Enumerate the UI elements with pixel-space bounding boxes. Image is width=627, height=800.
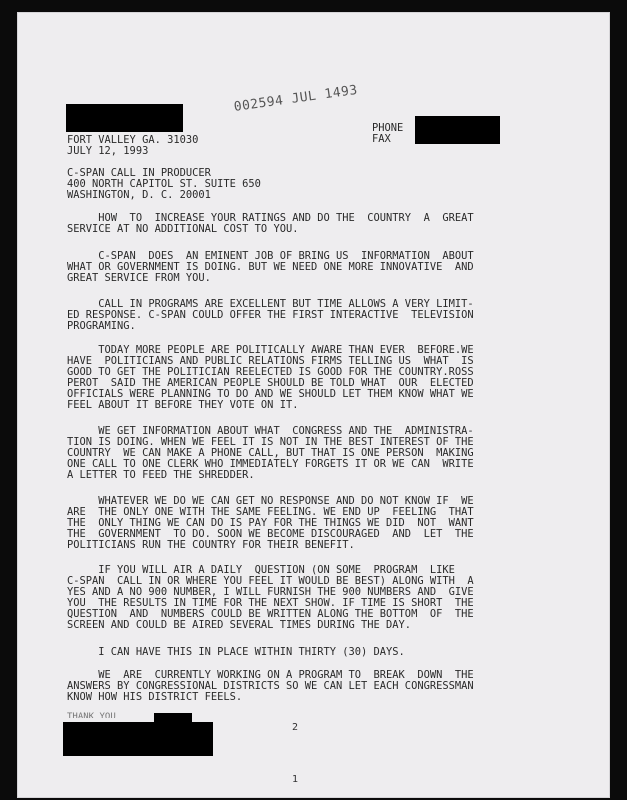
recipient-line-1: C-SPAN CALL IN PRODUCER: [67, 167, 211, 179]
body-line: GREAT SERVICE FROM YOU.: [67, 272, 211, 284]
body-line: ONE CALL TO ONE CLERK WHO IMMEDIATELY FORGETS IT OR WE CAN WRITE: [67, 458, 474, 470]
body-line: C-SPAN CALL IN OR WHERE YOU FEEL IT WOULD BE BEST) ALONG WITH A: [67, 575, 474, 587]
sender-city: FORT VALLEY GA. 31030: [67, 134, 199, 146]
body-line: POLITICIANS RUN THE COUNTRY FOR THEIR BENEFIT.: [67, 539, 355, 551]
body-line: GOOD TO GET THE POLITICIAN REELECTED IS GOOD FOR THE COUNTRY.ROSS: [67, 366, 474, 378]
body-line: WE ARE CURRENTLY WORKING ON A PROGRAM TO BREAK DOWN THE: [67, 669, 474, 681]
body-line: TION IS DOING. WHEN WE FEEL IT IS NOT IN THE BEST INTEREST OF THE: [67, 436, 474, 448]
body-line: SERVICE AT NO ADDITIONAL COST TO YOU.: [67, 223, 299, 235]
letter-date: JULY 12, 1993: [67, 145, 149, 157]
body-line: COUNTRY WE CAN MAKE A PHONE CALL, BUT THAT IS ONE PERSON MAKING: [67, 447, 474, 459]
body-line: CALL IN PROGRAMS ARE EXCELLENT BUT TIME ALLOWS A VERY LIMIT-: [67, 298, 474, 310]
fax-label: FAX: [372, 133, 391, 145]
body-line: WHATEVER WE DO WE CAN GET NO RESPONSE AND DO NOT KNOW IF WE: [67, 495, 474, 507]
redaction-signature: [63, 722, 213, 756]
body-line: ARE THE ONLY ONE WITH THE SAME FEELING. WE END UP FEELING THAT: [67, 506, 474, 518]
body-line: WE GET INFORMATION ABOUT WHAT CONGRESS AND THE ADMINISTRA-: [67, 425, 474, 437]
body-line: ED RESPONSE. C-SPAN COULD OFFER THE FIRST INTERACTIVE TELEVISION: [67, 309, 474, 321]
body-line: THE ONLY THING WE CAN DO IS PAY FOR THE THINGS WE DID NOT WANT: [67, 517, 474, 529]
redaction-name: [66, 104, 183, 132]
body-line: C-SPAN DOES AN EMINENT JOB OF BRING US INFORMATION ABOUT: [67, 250, 474, 262]
body-line: PEROT SAID THE AMERICAN PEOPLE SHOULD BE TOLD WHAT OUR ELECTED: [67, 377, 474, 389]
body-line: A LETTER TO FEED THE SHREDDER.: [67, 469, 255, 481]
body-line: HAVE POLITICIANS AND PUBLIC RELATIONS FIRMS TELLING US WHAT IS: [67, 355, 474, 367]
body-line: FEEL ABOUT IT BEFORE THEY VOTE ON IT.: [67, 399, 299, 411]
body-line: QUESTION AND NUMBERS COULD BE WRITTEN ALONG THE BOTTOM OF THE: [67, 608, 474, 620]
closing: THANK YOU: [67, 712, 116, 718]
body-line: ANSWERS BY CONGRESSIONAL DISTRICTS SO WE CAN LET EACH CONGRESSMAN: [67, 680, 474, 692]
received-stamp: 002594 JUL 1493: [232, 82, 359, 115]
body-line: YES AND A NO 900 NUMBER, I WILL FURNISH THE 900 NUMBERS AND GIVE: [67, 586, 474, 598]
body-line: HOW TO INCREASE YOUR RATINGS AND DO THE COUNTRY A GREAT: [67, 212, 474, 224]
body-line: WHAT OR GOVERNMENT IS DOING. BUT WE NEED ONE MORE INNOVATIVE AND: [67, 261, 474, 273]
body-line: THE GOVERNMENT TO DO. SOON WE BECOME DISCOURAGED AND LET THE: [67, 528, 474, 540]
body-line: SCREEN AND COULD BE AIRED SEVERAL TIMES DURING THE DAY.: [67, 619, 412, 631]
footer-page-number: 1: [292, 774, 299, 785]
body-line: PROGRAMING.: [67, 320, 136, 332]
body-line: KNOW HOW HIS DISTRICT FEELS.: [67, 691, 243, 703]
phone-label: PHONE: [372, 122, 404, 134]
body-line: TODAY MORE PEOPLE ARE POLITICALLY AWARE THAN EVER BEFORE.WE: [67, 344, 474, 356]
body-line: IF YOU WILL AIR A DAILY QUESTION (ON SOME PROGRAM LIKE: [67, 564, 455, 576]
body-line: OFFICIALS WERE PLANNING TO DO AND WE SHOULD LET THEM KNOW WHAT WE: [67, 388, 474, 400]
recipient-line-3: WASHINGTON, D. C. 20001: [67, 189, 211, 201]
page-number: 2: [292, 722, 299, 733]
recipient-line-2: 400 NORTH CAPITOL ST. SUITE 650: [67, 178, 261, 190]
body-line: I CAN HAVE THIS IN PLACE WITHIN THIRTY (30) DAYS.: [67, 646, 405, 658]
body-line: YOU THE RESULTS IN TIME FOR THE NEXT SHOW. IF TIME IS SHORT THE: [67, 597, 474, 609]
